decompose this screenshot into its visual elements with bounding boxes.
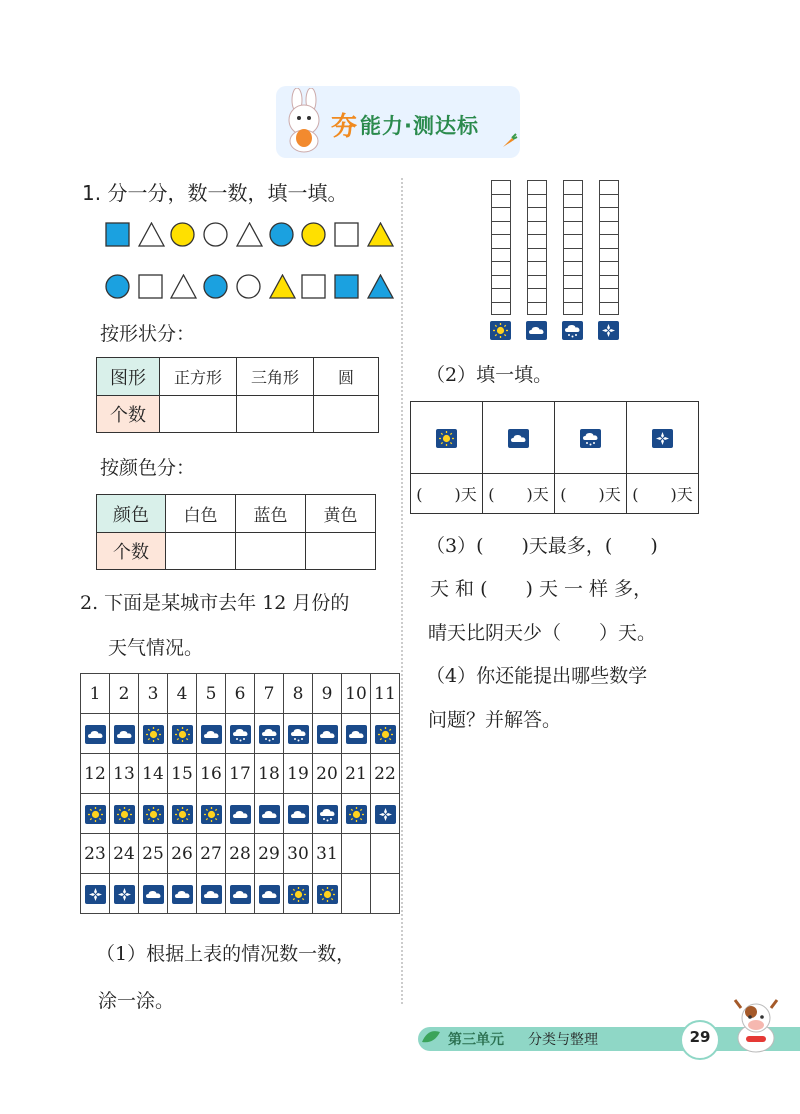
bar-cell[interactable] [563, 234, 583, 248]
bar-cell[interactable] [599, 234, 619, 248]
calendar-weather-cell [197, 714, 226, 754]
answer-cell[interactable] [166, 533, 236, 570]
triangle-shape [236, 222, 261, 247]
cloudy-weather-icon [259, 885, 280, 904]
snowy-weather-icon [652, 429, 673, 448]
q2-p1-line1: （1）根据上表的情况数一数， [96, 943, 356, 965]
sunny-weather-icon [172, 725, 193, 744]
calendar-day-number: 12 [81, 754, 110, 794]
calendar-day-number: 17 [226, 754, 255, 794]
calendar-weather-cell [342, 874, 371, 914]
cloudy-weather-icon [288, 805, 309, 824]
cloudy-weather-icon [346, 725, 367, 744]
calendar-day-number: 4 [168, 674, 197, 714]
circle-shape [269, 222, 294, 247]
bar-cell[interactable] [599, 194, 619, 208]
answer-cell[interactable] [306, 533, 376, 570]
calendar-weather-cell [197, 874, 226, 914]
answer-cell[interactable] [314, 396, 379, 433]
bar-cell[interactable] [563, 261, 583, 275]
bar-cell[interactable] [599, 207, 619, 221]
bar-column-rainy [563, 180, 583, 315]
fill-table-answer-cell[interactable]: ( )天 [627, 474, 699, 514]
bunny-mascot-icon [280, 88, 330, 154]
calendar-weather-cell [110, 714, 139, 754]
calendar-weather-cell [255, 794, 284, 834]
footer-topic: 分类与整理 [528, 1032, 598, 1048]
calendar-day-number: 11 [371, 674, 400, 714]
rainy-weather-icon [230, 725, 251, 744]
calendar-day-number: 3 [139, 674, 168, 714]
sunny-weather-icon [85, 805, 106, 824]
q2-title-line2: 天气情况。 [108, 637, 204, 659]
calendar-day-number: 26 [168, 834, 197, 874]
calendar-weather-cell [168, 714, 197, 754]
fill-table-answer-cell[interactable]: ( )天 [411, 474, 483, 514]
circle-shape [236, 274, 261, 299]
bar-cell[interactable] [599, 261, 619, 275]
calendar-weather-cell [284, 794, 313, 834]
calendar-day-number: 2 [110, 674, 139, 714]
bar-cell[interactable] [491, 234, 511, 248]
bar-cell[interactable] [527, 261, 547, 275]
calendar-weather-cell [81, 714, 110, 754]
fill-table-answer-cell[interactable]: ( )天 [483, 474, 555, 514]
calendar-day-number: 13 [110, 754, 139, 794]
calendar-day-number: 22 [371, 754, 400, 794]
q2-p1-line2: 涂一涂。 [98, 990, 175, 1012]
calendar-day-number: 28 [226, 834, 255, 874]
bar-cell[interactable] [563, 275, 583, 289]
bar-cell[interactable] [527, 194, 547, 208]
sunny-weather-icon [114, 805, 135, 824]
rainy-weather-icon [580, 429, 601, 448]
cloudy-weather-icon [259, 805, 280, 824]
calendar-weather-cell [226, 714, 255, 754]
table-header-cell: 颜色 [97, 495, 166, 533]
sunny-weather-icon [375, 725, 396, 744]
calendar-weather-cell [313, 794, 342, 834]
banner-title-prefix: 夯 [331, 112, 358, 142]
answer-cell[interactable] [236, 533, 306, 570]
bar-cell[interactable] [491, 275, 511, 289]
sunny-weather-icon [436, 429, 457, 448]
calendar-weather-cell [284, 874, 313, 914]
answer-cell[interactable] [160, 396, 237, 433]
bar-cell[interactable] [599, 302, 619, 316]
calendar-weather-cell [168, 794, 197, 834]
bar-cell[interactable] [527, 275, 547, 289]
triangle-shape [367, 274, 392, 299]
calendar-day-number: 15 [168, 754, 197, 794]
bar-cell[interactable] [563, 248, 583, 262]
sunny-weather-icon [317, 885, 338, 904]
rainy-weather-icon [562, 321, 583, 340]
bar-cell[interactable] [599, 221, 619, 235]
triangle-shape [170, 274, 195, 299]
cloudy-weather-icon [143, 885, 164, 904]
calendar-day-number: 19 [284, 754, 313, 794]
calendar-weather-cell [168, 874, 197, 914]
q2-p3-line1: （3）( )天最多，( ) [426, 535, 658, 557]
carrot-icon [500, 132, 518, 154]
calendar-weather-cell [110, 874, 139, 914]
cloudy-weather-icon [114, 725, 135, 744]
calendar-weather-cell [313, 714, 342, 754]
bar-cell[interactable] [527, 234, 547, 248]
fill-table-icon-cell [627, 402, 699, 474]
sunny-weather-icon [172, 805, 193, 824]
q2-p3-line2: 天 和 ( ) 天 一 样 多， [430, 578, 653, 600]
table-header-cell: 三角形 [237, 358, 314, 396]
table-header-cell: 正方形 [160, 358, 237, 396]
q2-p4-line1: （4）你还能提出哪些数学 [426, 665, 648, 687]
circle-shape [203, 274, 228, 299]
calendar-weather-cell [371, 714, 400, 754]
bar-cell[interactable] [563, 221, 583, 235]
bar-cell[interactable] [599, 288, 619, 302]
bar-cell[interactable] [491, 261, 511, 275]
answer-cell[interactable] [237, 396, 314, 433]
bar-cell[interactable] [563, 207, 583, 221]
leaf-icon [420, 1028, 442, 1050]
table-header-cell: 蓝色 [236, 495, 306, 533]
fill-table-icon-cell [483, 402, 555, 474]
weather-fill-table [410, 401, 699, 514]
triangle-shape [138, 222, 163, 247]
square-shape [334, 222, 359, 247]
snowy-weather-icon [114, 885, 135, 904]
triangle-shape [269, 274, 294, 299]
calendar-weather-cell [139, 874, 168, 914]
bar-cell[interactable] [563, 302, 583, 316]
calendar-weather-cell [81, 874, 110, 914]
calendar-day-number: 6 [226, 674, 255, 714]
bar-column-snowy [599, 180, 619, 315]
square-shape [334, 274, 359, 299]
bar-cell[interactable] [599, 180, 619, 194]
banner-title: 能力·测达标 [360, 114, 479, 138]
table-row-label: 个数 [97, 396, 160, 433]
weather-calendar-table [80, 673, 400, 914]
q1-title: 1. 分一分，数一数，填一填。 [82, 181, 348, 205]
calendar-weather-cell [371, 874, 400, 914]
calendar-day-number: 24 [110, 834, 139, 874]
calendar-day-number: 23 [81, 834, 110, 874]
sunny-weather-icon [143, 805, 164, 824]
calendar-weather-cell [110, 794, 139, 834]
calendar-weather-cell [313, 874, 342, 914]
sunny-weather-icon [288, 885, 309, 904]
calendar-day-number: 8 [284, 674, 313, 714]
calendar-day-number: 31 [313, 834, 342, 874]
calendar-weather-cell [197, 794, 226, 834]
cloudy-weather-icon [526, 321, 547, 340]
column-divider [401, 178, 403, 1004]
sunny-weather-icon [143, 725, 164, 744]
cloudy-weather-icon [230, 805, 251, 824]
table-row-label: 个数 [97, 533, 166, 570]
snowy-weather-icon [375, 805, 396, 824]
page-number: 29 [689, 1028, 711, 1046]
sunny-weather-icon [201, 805, 222, 824]
triangle-shape [367, 222, 392, 247]
snowy-weather-icon [85, 885, 106, 904]
calendar-weather-cell [81, 794, 110, 834]
calendar-weather-cell [226, 794, 255, 834]
calendar-day-number: 5 [197, 674, 226, 714]
rainy-weather-icon [288, 725, 309, 744]
bar-cell[interactable] [599, 275, 619, 289]
calendar-weather-cell [255, 714, 284, 754]
bar-cell[interactable] [563, 194, 583, 208]
calendar-day-number: 20 [313, 754, 342, 794]
calendar-weather-cell [371, 794, 400, 834]
bar-cell[interactable] [563, 288, 583, 302]
bar-cell[interactable] [527, 288, 547, 302]
calendar-day-number: 1 [81, 674, 110, 714]
rainy-weather-icon [259, 725, 280, 744]
calendar-day-number [371, 834, 400, 874]
cloudy-weather-icon [201, 885, 222, 904]
q2-p3-line3: 晴天比阴天少（ ）天。 [428, 622, 657, 644]
fill-table-answer-cell[interactable]: ( )天 [555, 474, 627, 514]
circle-shape [105, 274, 130, 299]
by-shape-label: 按形状分： [100, 323, 196, 345]
bar-cell[interactable] [563, 180, 583, 194]
calendar-day-number: 9 [313, 674, 342, 714]
bar-cell[interactable] [527, 221, 547, 235]
fill-table-icon-cell [411, 402, 483, 474]
calendar-day-number: 25 [139, 834, 168, 874]
table-header-cell: 白色 [166, 495, 236, 533]
calendar-day-number: 14 [139, 754, 168, 794]
bar-cell[interactable] [599, 248, 619, 262]
circle-shape [203, 222, 228, 247]
calendar-weather-cell [284, 714, 313, 754]
rainy-weather-icon [317, 805, 338, 824]
calendar-weather-cell [226, 874, 255, 914]
circle-shape [170, 222, 195, 247]
cloudy-weather-icon [201, 725, 222, 744]
cloudy-weather-icon [230, 885, 251, 904]
fill-table-icon-cell [555, 402, 627, 474]
table-header-cell: 图形 [97, 358, 160, 396]
footer-unit: 第三单元 [448, 1032, 504, 1048]
bar-cell[interactable] [491, 180, 511, 194]
calendar-day-number: 16 [197, 754, 226, 794]
square-shape [301, 274, 326, 299]
calendar-weather-cell [139, 794, 168, 834]
color-count-table [96, 494, 376, 570]
bar-cell[interactable] [491, 221, 511, 235]
calendar-weather-cell [342, 714, 371, 754]
bar-cell[interactable] [491, 194, 511, 208]
circle-shape [301, 222, 326, 247]
cloudy-weather-icon [85, 725, 106, 744]
calendar-weather-cell [139, 714, 168, 754]
bar-cell[interactable] [491, 288, 511, 302]
bar-cell[interactable] [527, 302, 547, 316]
bar-column-cloudy [527, 180, 547, 315]
sunny-weather-icon [490, 321, 511, 340]
calendar-day-number: 27 [197, 834, 226, 874]
cloudy-weather-icon [508, 429, 529, 448]
table-header-cell: 黄色 [306, 495, 376, 533]
by-color-label: 按颜色分： [100, 457, 196, 479]
bar-cell[interactable] [491, 302, 511, 316]
square-shape [105, 222, 130, 247]
calendar-weather-cell [255, 874, 284, 914]
calendar-day-number: 10 [342, 674, 371, 714]
cloudy-weather-icon [317, 725, 338, 744]
q2-title-line1: 2. 下面是某城市去年 12 月份的 [80, 592, 350, 614]
square-shape [138, 274, 163, 299]
calendar-day-number [342, 834, 371, 874]
calendar-day-number: 21 [342, 754, 371, 794]
table-header-cell: 圆 [314, 358, 379, 396]
calendar-day-number: 29 [255, 834, 284, 874]
q2-p4-line2: 问题？并解答。 [428, 709, 562, 731]
bar-column-sunny [491, 180, 511, 315]
bar-cell[interactable] [527, 207, 547, 221]
shape-count-table [96, 357, 379, 433]
cow-mascot-icon [726, 992, 786, 1058]
sunny-weather-icon [346, 805, 367, 824]
cloudy-weather-icon [172, 885, 193, 904]
bar-cell[interactable] [491, 248, 511, 262]
bar-cell[interactable] [491, 207, 511, 221]
calendar-day-number: 18 [255, 754, 284, 794]
calendar-day-number: 30 [284, 834, 313, 874]
calendar-day-number: 7 [255, 674, 284, 714]
snowy-weather-icon [598, 321, 619, 340]
calendar-weather-cell [342, 794, 371, 834]
bar-cell[interactable] [527, 180, 547, 194]
bar-cell[interactable] [527, 248, 547, 262]
q2-p2-title: （2）填一填。 [426, 364, 553, 386]
